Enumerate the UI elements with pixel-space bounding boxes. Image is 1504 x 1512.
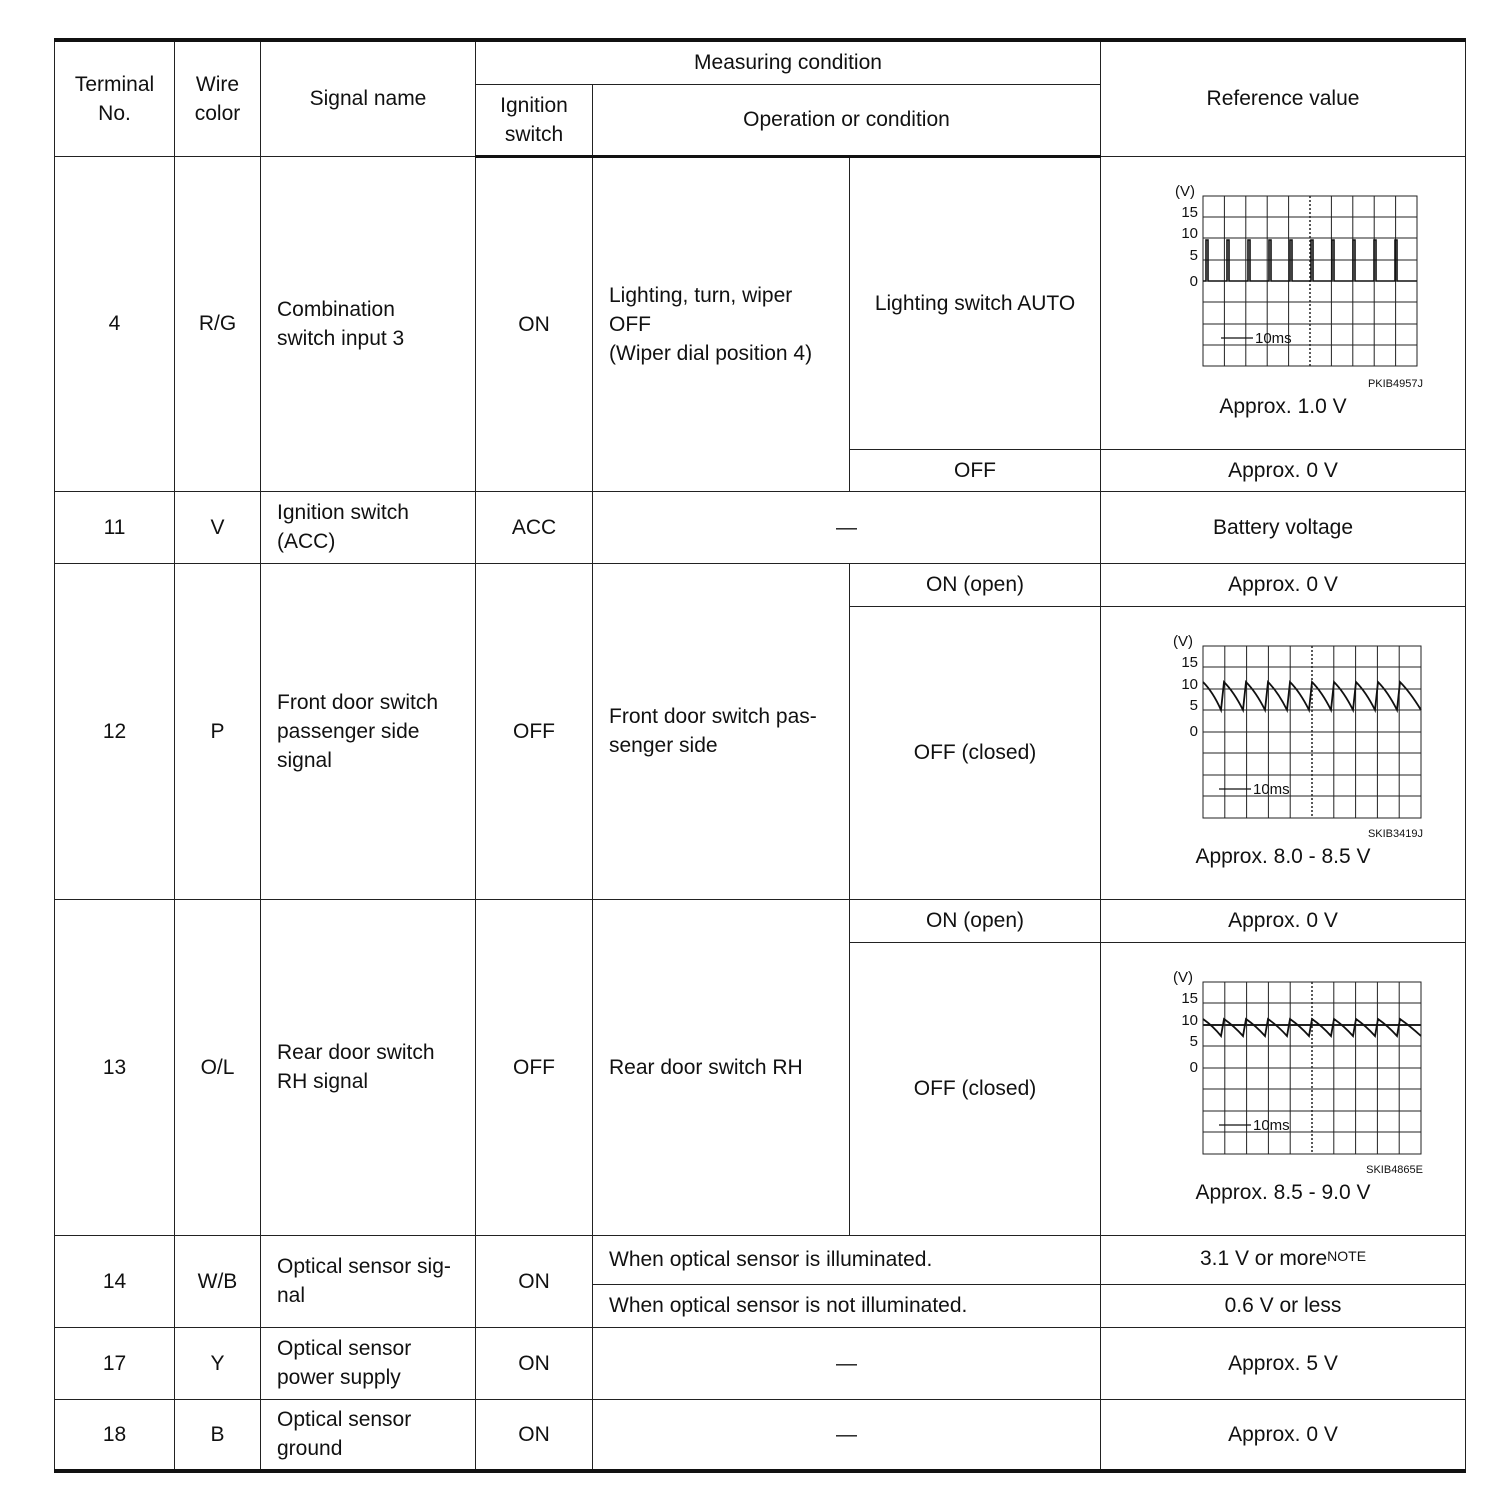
signal-name: Combination switch input 3	[261, 156, 476, 491]
table-row	[55, 563, 1466, 606]
y-tick: 10	[1181, 676, 1198, 693]
condition: OFF	[850, 449, 1101, 491]
operation: —	[593, 1327, 1101, 1399]
reference-value: 3.1 V or more$^{NOTE}$	[1101, 1235, 1466, 1284]
header-terminal-no: Terminal No.	[55, 40, 175, 156]
axis-unit-label: (V)	[1175, 184, 1195, 200]
table-row	[55, 156, 1466, 449]
waveform-code: SKIB4865E	[1366, 1164, 1423, 1176]
ignition-switch-value: ON	[476, 1399, 593, 1471]
operation: —	[593, 491, 1101, 563]
waveform-code: SKIB3419J	[1367, 828, 1423, 840]
time-scale-label: 10ms	[1253, 1117, 1290, 1134]
y-tick: 10	[1181, 1012, 1198, 1029]
waveform-code: PKIB4957J	[1367, 378, 1423, 390]
y-tick: 5	[1189, 697, 1198, 714]
condition: OFF (closed)	[850, 942, 1101, 1235]
waveform-decay-chart	[1143, 634, 1423, 842]
reference-value: Battery voltage	[1101, 491, 1466, 563]
y-tick: 5	[1189, 247, 1198, 264]
wire-color: R/G	[175, 156, 261, 491]
table-row	[55, 491, 1466, 563]
terminal-reference-table	[54, 38, 1466, 1473]
reference-value: 0.6 V or less	[1101, 1284, 1466, 1327]
operation: —	[593, 1399, 1101, 1471]
signal-name: Optical sensor sig- nal	[261, 1235, 476, 1327]
ignition-switch-value: OFF	[476, 563, 593, 899]
condition: OFF (closed)	[850, 606, 1101, 899]
axis-unit-label: (V)	[1173, 634, 1193, 650]
operation: Rear door switch RH	[593, 899, 850, 1235]
terminal-no: 17	[55, 1327, 175, 1399]
signal-name: Rear door switch RH signal	[261, 899, 476, 1235]
reference-value-text: Approx. 8.5 - 9.0 V	[1195, 1181, 1371, 1204]
terminal-no: 12	[55, 563, 175, 899]
reference-value	[1101, 942, 1466, 1235]
table-row	[55, 1235, 1466, 1284]
wire-color: Y	[175, 1327, 261, 1399]
condition: When optical sensor is illuminated.	[593, 1235, 1101, 1284]
wire-color: P	[175, 563, 261, 899]
header-row-1	[55, 40, 1466, 84]
y-tick: 15	[1181, 990, 1198, 1007]
header-measuring-condition: Measuring condition	[476, 40, 1101, 84]
signal-name: Ignition switch (ACC)	[261, 491, 476, 563]
ignition-switch-value: OFF	[476, 899, 593, 1235]
condition: ON (open)	[850, 899, 1101, 942]
wire-color: B	[175, 1399, 261, 1471]
reference-value-text: Approx. 8.0 - 8.5 V	[1195, 845, 1371, 868]
operation: Lighting, turn, wiper OFF (Wiper dial position 4)	[593, 156, 850, 491]
table-row	[55, 899, 1466, 942]
y-tick: 0	[1189, 273, 1198, 290]
y-tick: 10	[1181, 225, 1198, 242]
terminal-no: 18	[55, 1399, 175, 1471]
condition: ON (open)	[850, 563, 1101, 606]
y-tick: 0	[1189, 723, 1198, 740]
time-scale-label: 10ms	[1253, 781, 1290, 798]
condition: Lighting switch AUTO	[850, 156, 1101, 449]
table-row	[55, 1399, 1466, 1471]
reference-value: Approx. 0 V	[1101, 563, 1466, 606]
signal-name: Front door switch passenger side signal	[261, 563, 476, 899]
reference-value: Approx. 5 V	[1101, 1327, 1466, 1399]
terminal-no: 4	[55, 156, 175, 491]
ignition-switch-value: ACC	[476, 491, 593, 563]
wire-color: W/B	[175, 1235, 261, 1327]
table-row	[55, 1327, 1466, 1399]
wire-color: O/L	[175, 899, 261, 1235]
header-signal-name: Signal name	[261, 40, 476, 156]
note-marker: NOTE	[1327, 1248, 1367, 1264]
ignition-switch-value: ON	[476, 1327, 593, 1399]
y-tick: 0	[1189, 1059, 1198, 1076]
waveform-pulse-chart	[1143, 184, 1423, 392]
terminal-no: 11	[55, 491, 175, 563]
terminal-no: 14	[55, 1235, 175, 1327]
waveform-decay-chart	[1143, 970, 1423, 1178]
reference-value: Approx. 0 V	[1101, 449, 1466, 491]
y-tick: 5	[1189, 1033, 1198, 1050]
signal-name: Optical sensor ground	[261, 1399, 476, 1471]
terminal-no: 13	[55, 899, 175, 1235]
wire-color: V	[175, 491, 261, 563]
operation: Front door switch pas- senger side	[593, 563, 850, 899]
axis-unit-label: (V)	[1173, 970, 1193, 986]
y-tick: 15	[1181, 654, 1198, 671]
reference-value	[1101, 156, 1466, 449]
signal-name: Optical sensor power supply	[261, 1327, 476, 1399]
reference-value: Approx. 0 V	[1101, 1399, 1466, 1471]
ignition-switch-value: ON	[476, 156, 593, 491]
y-tick: 15	[1181, 204, 1198, 221]
reference-value: Approx. 0 V	[1101, 899, 1466, 942]
reference-value	[1101, 606, 1466, 899]
reference-value-text: Approx. 1.0 V	[1219, 395, 1347, 418]
header-reference-value: Reference value	[1101, 40, 1466, 156]
ignition-switch-value: ON	[476, 1235, 593, 1327]
header-operation-or-condition: Operation or condition	[593, 84, 1101, 156]
header-wire-color: Wire color	[175, 40, 261, 156]
time-scale-label: 10ms	[1255, 330, 1292, 347]
condition: When optical sensor is not illuminated.	[593, 1284, 1101, 1327]
header-ignition-switch: Ignition switch	[476, 84, 593, 156]
